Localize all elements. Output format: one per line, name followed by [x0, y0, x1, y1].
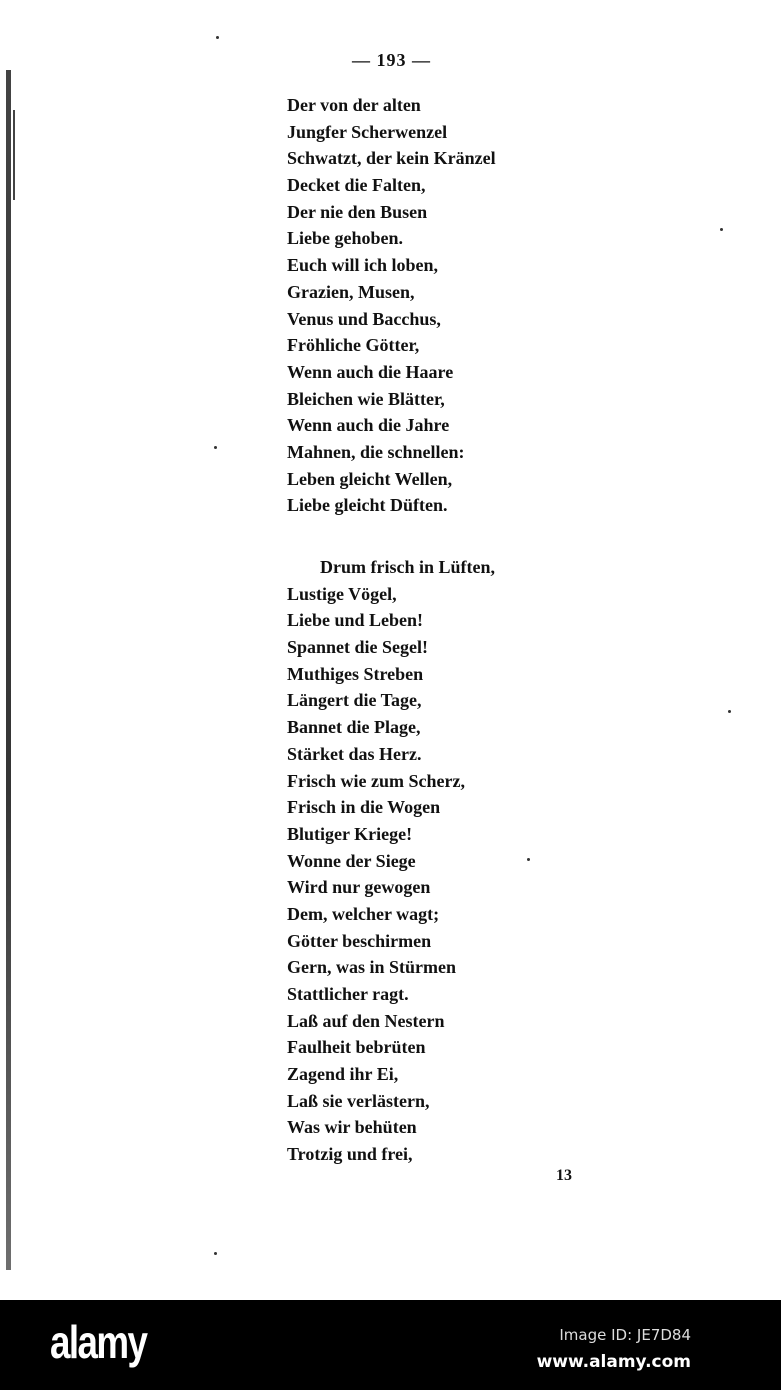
poem-line: Mahnen, die schnellen: — [287, 441, 465, 462]
poem-line: Stärket das Herz. — [287, 743, 422, 764]
poem-line: Frisch wie zum Scherz, — [287, 770, 465, 791]
poem-line: Liebe und Leben! — [287, 610, 424, 631]
poem-line: Wird nur gewogen — [287, 877, 431, 898]
poem-line: Blutiger Kriege! — [287, 823, 413, 844]
poem-line: Faulheit bebrüten — [287, 1037, 426, 1058]
poem-line: Dem, welcher wagt; — [287, 903, 440, 924]
signature-mark: 13 — [556, 1167, 572, 1184]
poem-line: Trotzig und frei, — [287, 1144, 413, 1165]
speck — [214, 1252, 217, 1255]
page-binding-edge — [6, 70, 11, 1270]
poem-line: Zagend ihr Ei, — [287, 1064, 399, 1085]
poem-line: Spannet die Segel! — [287, 637, 429, 658]
poem-line: Drum frisch in Lüften, — [320, 557, 495, 577]
speck — [728, 710, 731, 713]
poem-line: Muthiges Streben — [287, 663, 424, 684]
poem-line: Frisch in die Wogen — [287, 797, 441, 818]
poem-line: Wonne der Siege — [287, 850, 416, 871]
speck — [214, 446, 217, 449]
poem-line: Liebe gleicht Düften. — [287, 495, 448, 516]
poem-line: Wenn auch die Jahre — [287, 415, 450, 436]
poem-line: Laß auf den Nestern — [287, 1010, 445, 1031]
alamy-logo: alamy — [50, 1316, 147, 1368]
poem-line: Der von der alten — [287, 95, 421, 115]
poem-line: Götter beschirmen — [287, 930, 432, 951]
speck — [527, 858, 530, 861]
poem-line: Der nie den Busen — [287, 201, 428, 222]
speck — [216, 36, 219, 39]
image-id-label: Image ID: JE7D84 — [559, 1326, 691, 1344]
speck — [720, 228, 723, 231]
poem-line: Decket die Falten, — [287, 175, 426, 196]
poem-line: Lustige Vögel, — [287, 583, 397, 604]
poem-line: Leben gleicht Wellen, — [287, 468, 453, 489]
poem-line: Laß sie verlästern, — [287, 1090, 430, 1111]
poem-stanza-2 — [287, 554, 495, 1168]
page-header-number: — 193 — — [352, 50, 431, 70]
poem-line: Gern, was in Stürmen — [287, 957, 457, 978]
poem-line: Bleichen wie Blätter, — [287, 388, 445, 409]
poem-line: Liebe gehoben. — [287, 228, 404, 249]
poem-line: Grazien, Musen, — [287, 281, 415, 302]
poem-line: Wenn auch die Haare — [287, 361, 454, 382]
poem-line: Euch will ich loben, — [287, 255, 439, 276]
poem-stanza-1 — [287, 92, 496, 519]
poem-line: Venus und Bacchus, — [287, 308, 441, 329]
watermark-url: www.alamy.com — [536, 1352, 691, 1372]
poem-line: Fröhliche Götter, — [287, 335, 420, 356]
poem-line: Jungfer Scherwenzel — [287, 121, 448, 142]
poem-line: Was wir behüten — [287, 1117, 417, 1138]
poem-line: Stattlicher ragt. — [287, 984, 409, 1004]
page-binding-edge-mark — [13, 110, 15, 200]
poem-line: Längert die Tage, — [287, 690, 422, 711]
poem-line: Bannet die Plage, — [287, 717, 421, 738]
poem-line: Schwatzt, der kein Kränzel — [287, 148, 496, 169]
